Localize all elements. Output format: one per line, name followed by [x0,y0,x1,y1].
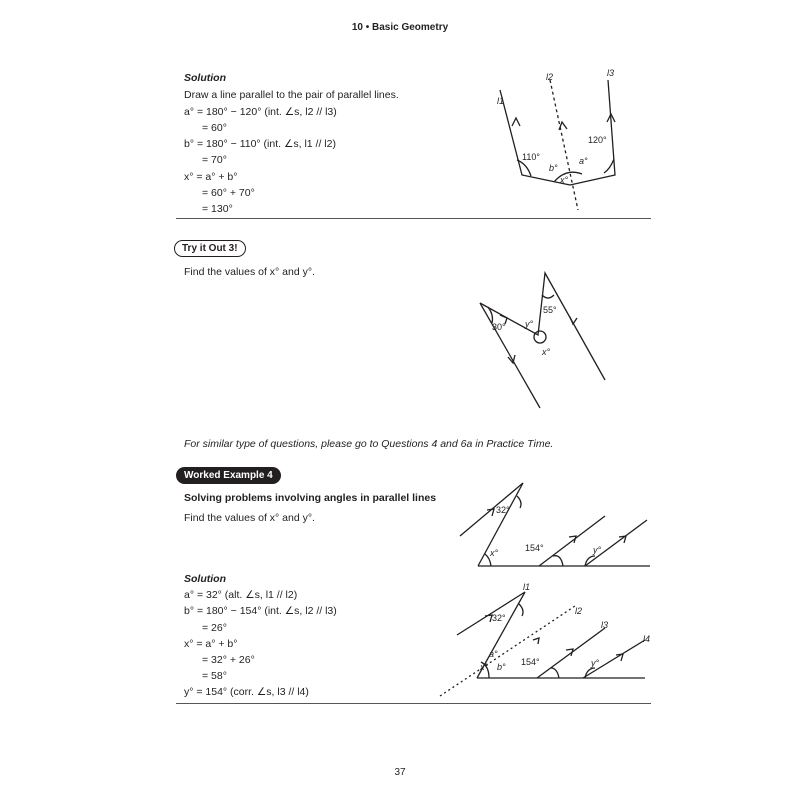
label-y: y° [593,545,602,555]
question-text: Find the values of x° and y°. [184,512,315,524]
arrow-mark [533,638,539,644]
line-zigzag-l1 [457,592,525,678]
solution-heading: Solution [184,72,226,84]
solution-line: = 60° [202,122,227,134]
label-l3: l3 [601,620,609,630]
figure-parallel-lines-4 [435,578,655,698]
solution-line: = 70° [202,154,227,166]
solution-line: x° = a° + b° [184,171,238,183]
line-l2-dashed [440,606,575,696]
practice-note: For similar type of questions, please go to Questions 4 and 6a in Practice Time. [184,438,554,450]
question-text: Find the values of x° and y°. [184,266,315,278]
label-angle-110: 110° [522,152,540,162]
label-x: x° [542,347,551,357]
angle-arc [604,159,614,173]
solution-line: = 130° [202,203,233,215]
divider [176,703,651,704]
angle-arc [553,556,563,566]
solution-line: b° = 180° − 110° (int. ∠s, l1 // l2) [184,138,336,150]
solution-line: = 60° + 70° [202,187,255,199]
try-it-out-badge: Try it Out 3! [174,240,246,257]
label-angle-154: 154° [525,543,544,553]
solution-line: = 32° + 26° [202,654,255,666]
label-a: a° [489,649,498,659]
angle-circle-x [534,331,546,343]
solution-line: = 58° [202,670,227,682]
solution-line: b° = 180° − 154° (int. ∠s, l2 // l3) [184,605,337,617]
label-l4: l4 [643,634,651,644]
arrow-mark [570,317,577,324]
angle-arc [517,496,521,508]
worked-example-badge: Worked Example 4 [176,467,281,484]
label-l2: l2 [546,72,554,82]
worked-example-title: Solving problems involving angles in parallel lines [184,492,437,504]
solution-line: y° = 154° (corr. ∠s, l3 // l4) [184,686,309,698]
label-angle-32: 32° [492,613,506,623]
solution-line: = 26° [202,622,227,634]
label-l1: l1 [523,582,531,592]
label-x: x° [560,175,569,185]
arrow-mark [485,615,492,622]
solution-line: a° = 32° (alt. ∠s, l1 // l2) [184,589,298,601]
label-y: y° [591,658,600,668]
page-number: 37 [394,767,406,778]
solution-line: x° = a° + b° [184,638,238,650]
line-l1 [500,90,570,185]
angle-arc [542,295,554,298]
solution-heading: Solution [184,573,226,585]
label-y: y° [525,319,534,329]
arrow-mark [512,118,520,126]
label-l2: l2 [575,606,583,616]
solution-line: Draw a line parallel to the pair of parallel lines. [184,89,399,101]
figure-parallel-lines-3 [455,478,655,573]
label-a: a° [579,156,588,166]
line-l2-dashed [550,80,578,210]
label-x: x° [480,662,489,672]
line-parallel [585,520,647,566]
figure-parallel-lines-2 [470,265,615,415]
solution-line: a° = 180° − 120° (int. ∠s, l2 // l3) [184,106,337,118]
label-angle-32: 32° [496,505,510,515]
label-angle-120: 120° [588,135,607,145]
label-l1: l1 [497,96,505,106]
label-angle-55: 55° [543,305,557,315]
page-header: 10 • Basic Geometry [351,22,449,33]
divider [176,218,651,219]
angle-arc [519,604,523,616]
arrow-mark [566,649,573,656]
label-b: b° [497,662,506,672]
label-angle-154: 154° [521,657,540,667]
angle-arc [551,668,559,678]
label-b: b° [549,163,558,173]
label-l3: l3 [607,68,615,78]
label-angle-30: 30° [492,322,506,332]
label-x: x° [490,548,499,558]
figure-parallel-lines-1 [470,60,670,225]
